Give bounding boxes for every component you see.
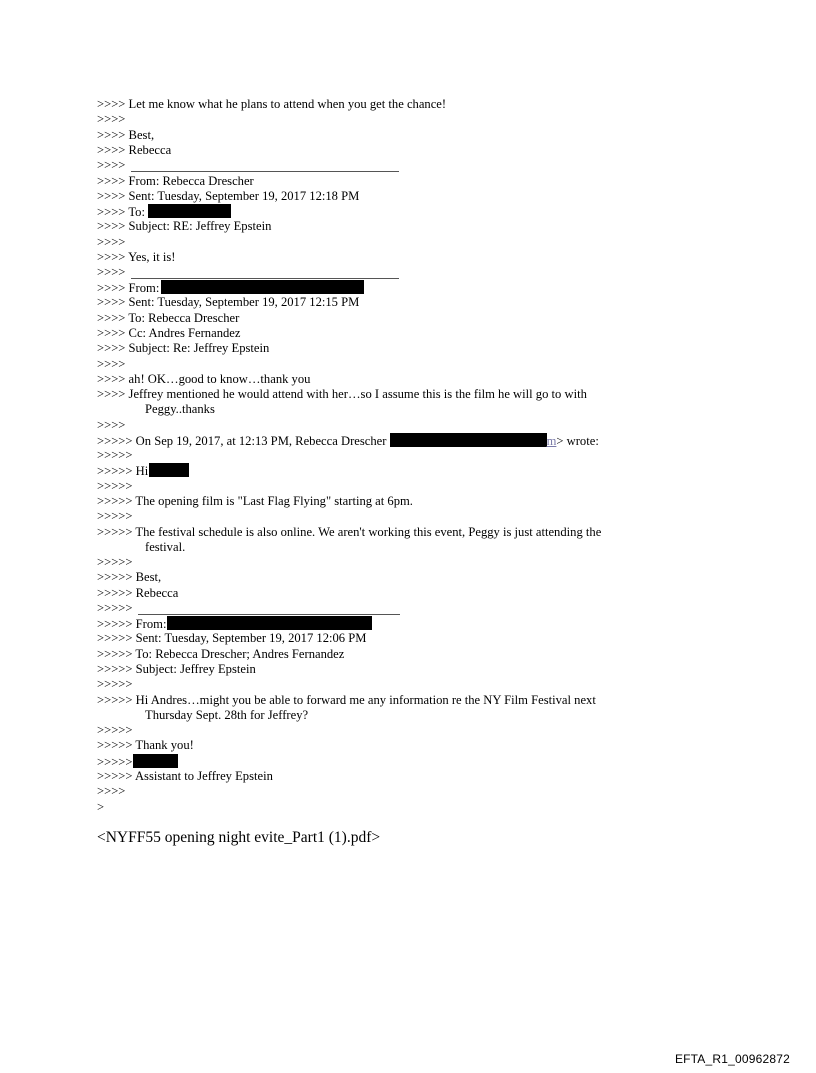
email-line: >>>>: [97, 158, 126, 172]
separator-line: [138, 614, 400, 615]
email-line: >: [97, 800, 105, 814]
email-line: >>>>>: [97, 754, 178, 769]
email-line: >>>> Jeffrey mentioned he would attend with her…so I assume this is the film he will go to with: [97, 387, 587, 401]
email-line: >>>>> Rebecca: [97, 586, 179, 600]
email-link[interactable]: m: [546, 434, 557, 448]
email-line: >>>> Let me know what he plans to attend when you get the chance!: [97, 97, 447, 111]
email-line-continued: festival.: [145, 540, 186, 554]
email-line: >>>>: [97, 112, 126, 126]
email-line: >>>>> Thank you!: [97, 738, 194, 752]
email-line: >>>>>: [97, 601, 133, 615]
from-line: >>>>> From:: [97, 616, 372, 631]
email-line: >>>>: [97, 357, 126, 371]
email-line: >>>> Rebecca: [97, 143, 172, 157]
email-line: >>>>: [97, 418, 126, 432]
email-line: >>>>>: [97, 677, 133, 691]
email-line: >>>>>: [97, 448, 133, 462]
separator-line: [131, 171, 399, 172]
redaction-bar: [161, 280, 364, 294]
to-line: >>>>> To: Rebecca Drescher; Andres Fernandez: [97, 647, 345, 661]
email-line: >>>>> Best,: [97, 570, 162, 584]
email-line: >>>>>: [97, 723, 133, 737]
email-line: >>>>> Hi Andres…might you be able to forward me any information re the NY Film Festival next: [97, 693, 596, 707]
email-line: >>>>>: [97, 479, 133, 493]
redaction-bar: [133, 754, 178, 768]
sent-line: >>>>> Sent: Tuesday, September 19, 2017 12:06 PM: [97, 631, 367, 645]
email-line: >>>>> Hi: [97, 463, 189, 478]
email-line: >>>>: [97, 235, 126, 249]
subject-line: >>>> Subject: Re: Jeffrey Epstein: [97, 341, 270, 355]
to-line: >>>> To:: [97, 204, 231, 219]
from-line: >>>> From:: [97, 280, 364, 295]
subject-line: >>>> Subject: RE: Jeffrey Epstein: [97, 219, 272, 233]
email-line: >>>>> Assistant to Jeffrey Epstein: [97, 769, 273, 783]
email-line: >>>>>: [97, 555, 133, 569]
redaction-bar: [149, 463, 189, 477]
separator-line: [131, 278, 399, 279]
redaction-bar: [167, 616, 372, 630]
cc-line: >>>> Cc: Andres Fernandez: [97, 326, 241, 340]
quoted-header-line: >>>>> On Sep 19, 2017, at 12:13 PM, Rebecca Drescher m> wrote:: [97, 434, 599, 448]
document-id-footer: EFTA_R1_00962872: [674, 1052, 790, 1066]
email-line: >>>>: [97, 784, 126, 798]
from-line: >>>> From: Rebecca Drescher: [97, 174, 254, 188]
redaction-bar: [390, 433, 547, 447]
subject-line: >>>>> Subject: Jeffrey Epstein: [97, 662, 256, 676]
email-line: >>>>> The opening film is "Last Flag Flying" starting at 6pm.: [97, 494, 413, 508]
email-line: >>>> Best,: [97, 128, 155, 142]
email-line: >>>>: [97, 265, 126, 279]
attachment-filename[interactable]: <NYFF55 opening night evite_Part1 (1).pdf>: [97, 829, 381, 846]
sent-line: >>>> Sent: Tuesday, September 19, 2017 12:15 PM: [97, 295, 360, 309]
sent-line: >>>> Sent: Tuesday, September 19, 2017 12:18 PM: [97, 189, 360, 203]
email-line: >>>>> The festival schedule is also online. We aren't working this event, Peggy is just attending the: [97, 525, 602, 539]
email-line: >>>> Yes, it is!: [97, 250, 176, 264]
to-line: >>>> To: Rebecca Drescher: [97, 311, 240, 325]
email-line: >>>>>: [97, 509, 133, 523]
email-line-continued: Thursday Sept. 28th for Jeffrey?: [145, 708, 309, 722]
email-line: >>>> ah! OK…good to know…thank you: [97, 372, 311, 386]
email-line-continued: Peggy..thanks: [145, 402, 215, 416]
redaction-bar: [148, 204, 231, 218]
